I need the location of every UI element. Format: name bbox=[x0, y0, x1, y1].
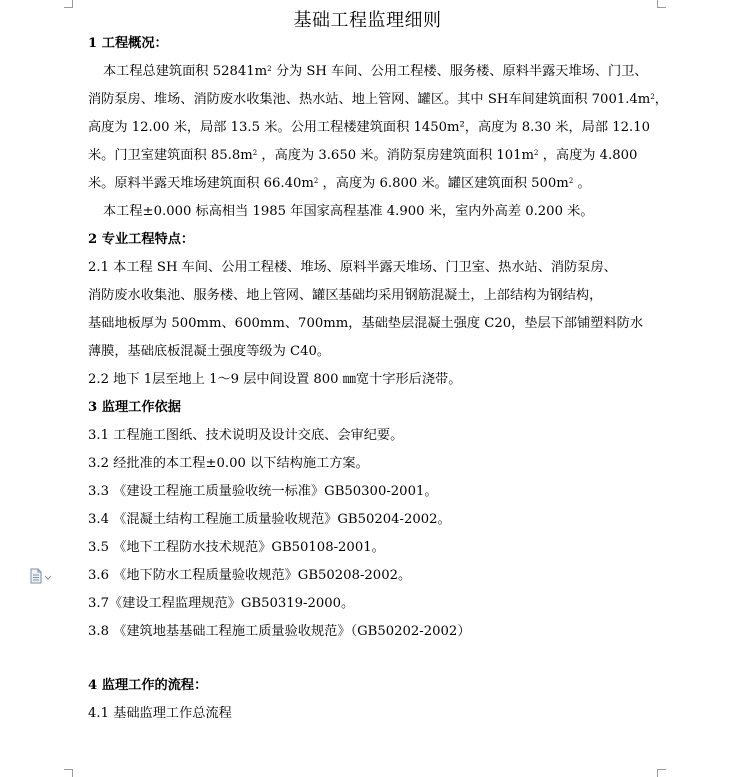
paragraph-line: 3.7《建设工程监理规范》GB50319-2000。 bbox=[88, 596, 355, 611]
section-heading: 1 工程概况： bbox=[88, 36, 168, 51]
paragraph-line: 本工程±0.000 标高相当 1985 年国家高程基准 4.900 米，室内外高差 0.200 米。 bbox=[103, 204, 594, 219]
document-icon[interactable] bbox=[30, 568, 54, 584]
crop-mark-top-left-h bbox=[64, 7, 73, 8]
paragraph-line: 消防废水收集池、服务楼、地上管网、罐区基础均采用钢筋混凝土，上部结构为钢结构， bbox=[88, 288, 603, 303]
text-run: 米。原料半露天堆场建筑面积 66.40m bbox=[88, 176, 314, 191]
text-run: 消防泵房、堆场、消防废水收集池、热水站、地上管网、罐区。其中 SH车间建筑面积 7001.4m bbox=[88, 92, 651, 107]
section-heading: 2 专业工程特点： bbox=[88, 232, 195, 247]
paragraph-line: 薄膜，基础底板混凝土强度等级为 C40。 bbox=[88, 344, 331, 359]
section-heading: 4 监理工作的流程： bbox=[88, 678, 208, 693]
paragraph-line: 高度为 12.00 米，局部 13.5 米。公用工程楼建筑面积 1450m²，高度为 8.30 米，局部 12.10 bbox=[88, 120, 650, 135]
paragraph-line: 3.3 《建设工程施工质量验收统一标准》GB50300-2001。 bbox=[88, 484, 438, 499]
superscript: 2 bbox=[534, 149, 539, 157]
superscript: 2 bbox=[252, 149, 258, 157]
paragraph-line bbox=[88, 174, 591, 194]
paragraph-line: 3.6 《地下防水工程质量验收规范》GB50208-2002。 bbox=[88, 568, 412, 583]
crop-mark-bottom-right-h bbox=[657, 769, 666, 770]
text-run: ，高度为 6.800 米。罐区建筑面积 500m bbox=[318, 176, 569, 191]
paragraph-line: 3.4 《混凝土结构工程施工质量验收规范》GB50204-2002。 bbox=[88, 512, 451, 527]
crop-mark-bottom-left-h bbox=[64, 769, 73, 770]
paragraph-line bbox=[103, 62, 648, 82]
paragraph-line: 3.8 《建筑地基基础工程施工质量验收规范》（GB50202-2002） bbox=[88, 624, 471, 639]
superscript: 2 bbox=[267, 65, 272, 73]
paragraph-line bbox=[88, 90, 668, 110]
crop-mark-bottom-right bbox=[657, 769, 658, 777]
paragraph-line: 3.2 经批准的本工程±0.00 以下结构施工方案。 bbox=[88, 456, 369, 471]
document-title: 基础工程监理细则 bbox=[293, 10, 442, 31]
text-run: ， bbox=[654, 92, 668, 107]
paragraph-line: 2.1 本工程 SH 车间、公用工程楼、堆场、原料半露天堆场、门卫室、热水站、消防泵房、 bbox=[88, 260, 617, 275]
paragraph-line: 基础地板厚为 500mm、600mm、700mm，基础垫层混凝土强度 C20，垫层下部铺塑料防水 bbox=[88, 316, 644, 331]
paragraph-line: 2.2 地下 1层至地上 1～9 层中间设置 800 ㎜宽十字形后浇带。 bbox=[88, 372, 462, 387]
section-heading: 3 监理工作依据 bbox=[88, 400, 181, 415]
text-run: 本工程总建筑面积 52841m bbox=[103, 64, 268, 79]
text-run: ，高度为 3.650 米。消防泵房建筑面积 101m bbox=[257, 148, 535, 163]
superscript: 2 bbox=[313, 177, 319, 185]
text-run: 米。门卫室建筑面积 85.8m bbox=[88, 148, 253, 163]
paragraph-line: 3.5 《地下工程防水技术规范》GB50108-2001。 bbox=[88, 540, 385, 555]
text-run: 。 bbox=[573, 176, 591, 191]
superscript: 2 bbox=[568, 177, 574, 185]
paragraph-line: 4.1 基础监理工作总流程 bbox=[88, 706, 232, 721]
text-run: 分为 SH 车间、公用工程楼、服务楼、原料半露天堆场、门卫、 bbox=[271, 64, 648, 79]
crop-mark-bottom-left bbox=[72, 769, 73, 777]
text-run: ，高度为 4.800 bbox=[538, 148, 638, 163]
paragraph-line bbox=[88, 146, 637, 166]
superscript: 2 bbox=[650, 93, 655, 101]
crop-mark-top-right-h bbox=[657, 7, 666, 8]
paragraph-line: 3.1 工程施工图纸、技术说明及设计交底、会审纪要。 bbox=[88, 428, 404, 443]
